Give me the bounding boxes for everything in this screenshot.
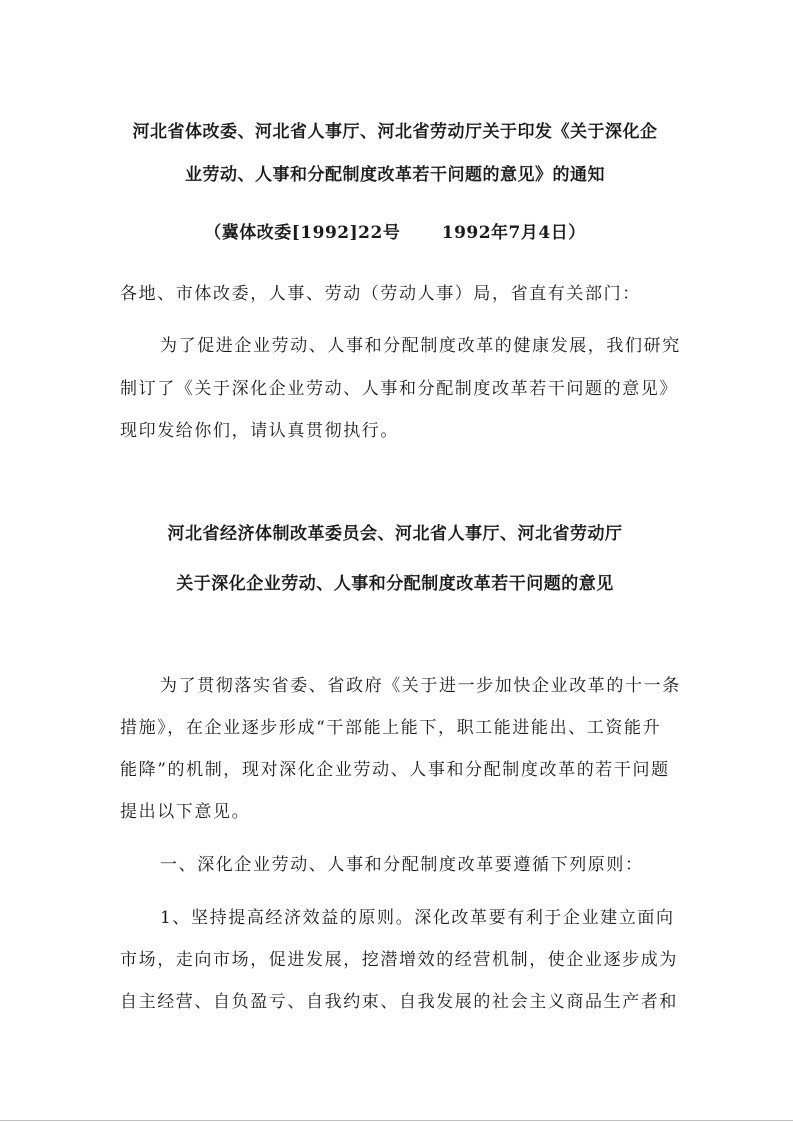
opinion-title-line-2: 关于深化企业劳动、人事和分配制度改革若干问题的意见 — [176, 574, 614, 594]
intro-line-3: 能降”的机制，现对深化企业劳动、人事和分配制度改革的若干问题 — [120, 760, 670, 780]
notice-body-line-1: 为了促进企业劳动、人事和分配制度改革的健康发展，我们研究 — [160, 336, 681, 356]
principle-1-line-1: 1、坚持提高经济效益的原则。深化改革要有利于企业建立面向 — [160, 908, 675, 928]
principle-1-line-3: 自主经营、自负盈亏、自我约束、自我发展的社会主义商品生产者和 — [120, 992, 678, 1012]
principle-1-line-2: 市场，走向市场，促进发展，挖潜增效的经营机制，使企业逐步成为 — [120, 950, 678, 970]
opinion-title-line-1: 河北省经济体制改革委员会、河北省人事厅、河北省劳动厅 — [167, 524, 623, 544]
notice-body-line-3: 现印发给你们，请认真贯彻执行。 — [120, 421, 399, 441]
intro-line-1: 为了贯彻落实省委、省政府《关于进一步加快企业改革的十一条 — [160, 676, 681, 696]
document-number: （冀体改委[1992]22号 1992年7月4日） — [204, 223, 586, 243]
salutation: 各地、市体改委，人事、劳动（劳动人事）局，省直有关部门： — [120, 284, 641, 304]
section-1-heading: 一、深化企业劳动、人事和分配制度改革要遵循下列原则： — [160, 855, 644, 875]
notice-title-line-1: 河北省体改委、河北省人事厅、河北省劳动厅关于印发《关于深化企 — [132, 122, 658, 142]
intro-line-4: 提出以下意见。 — [120, 802, 251, 822]
page-bottom-edge — [0, 1120, 793, 1121]
notice-title-line-2: 业劳动、人事和分配制度改革若干问题的意见》的通知 — [185, 165, 605, 185]
intro-line-2: 措施》，在企业逐步形成“干部能上能下，职工能进能出、工资能升 — [120, 718, 662, 738]
notice-body-line-2: 制订了《关于深化企业劳动、人事和分配制度改革若干问题的意见》 — [120, 379, 678, 399]
